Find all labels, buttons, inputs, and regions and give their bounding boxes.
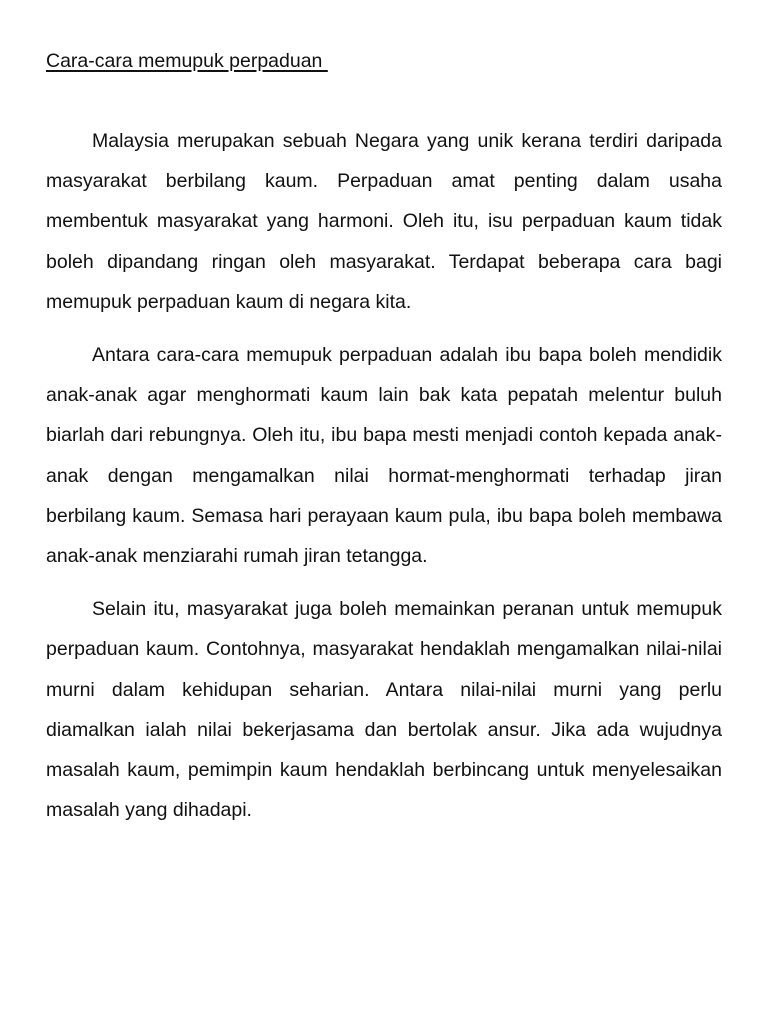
paragraph-parents: Antara cara-cara memupuk perpaduan adalah ibu bapa boleh mendidik anak-anak agar menghormati kaum lain bak kata pepatah melentur buluh biarlah dari rebungnya. Oleh itu, ibu bapa mesti menjadi contoh kepada anak-anak dengan mengamalkan nilai hormat-menghormati terhadap jiran berbilang kaum. Semasa hari perayaan kaum pula, ibu bapa boleh membawa anak-anak menziarahi rumah jiran tetangga. xyxy=(46,344,722,568)
paragraph-introduction: Malaysia merupakan sebuah Negara yang unik kerana terdiri daripada masyarakat berbilang kaum. Perpaduan amat penting dalam usaha membentuk masyarakat yang harmoni. Oleh itu, isu perpaduan kaum tidak boleh dipandang ringan oleh masyarakat. Terdapat beberapa cara bagi memupuk perpaduan kaum di negara kita. xyxy=(46,130,722,313)
paragraph-society: Selain itu, masyarakat juga boleh memainkan peranan untuk memupuk perpaduan kaum. Contohnya, masyarakat hendaklah mengamalkan nilai-nilai murni dalam kehidupan seharian. Antara nilai-nilai murni yang perlu diamalkan ialah nilai bekerjasama dan bertolak ansur. Jika ada wujudnya masalah kaum, pemimpin kaum hendaklah berbincang untuk menyelesaikan masalah yang dihadapi. xyxy=(46,598,722,822)
document-title: Cara-cara memupuk perpaduan xyxy=(46,50,328,72)
